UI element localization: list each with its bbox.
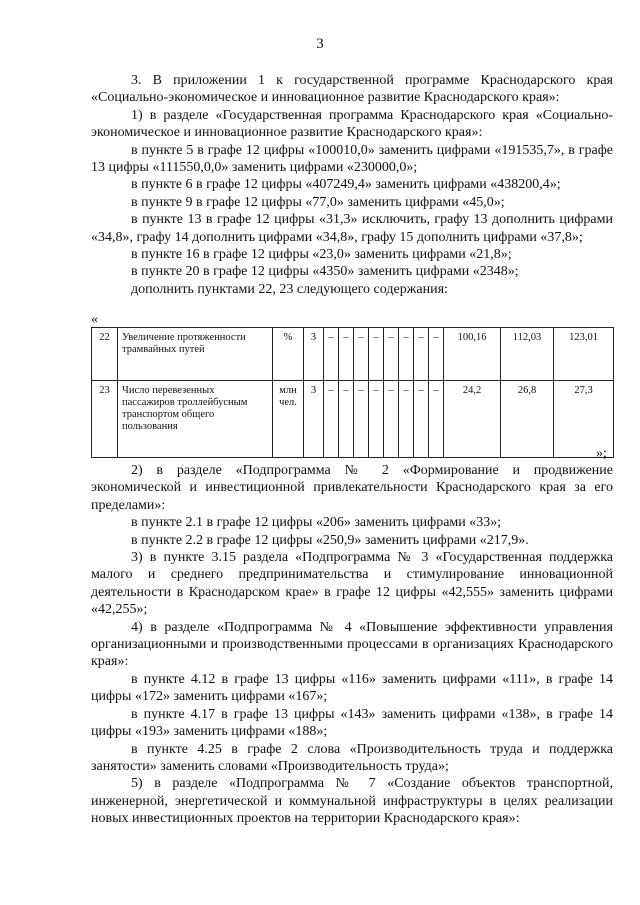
closing-quote-mark: »; bbox=[596, 446, 607, 461]
table-row bbox=[92, 381, 614, 458]
paragraph: 3) в пункте 3.15 раздела «Подпрограмма № 3 «Государственная поддержка малого и среднего предпринимательства и стимулирование инновационной деятельности в Краснодарском крае» в графе 12 цифры «42,555» заменить цифрами «42,255»; bbox=[91, 550, 613, 618]
empty-value-cell: – bbox=[339, 328, 354, 381]
opening-quote-mark: « bbox=[91, 312, 98, 327]
empty-value-cell: – bbox=[369, 381, 384, 458]
paragraph: в пункте 4.17 в графе 13 цифры «143» заменить цифрами «138», в графе 14 цифры «193» заменить цифрами «188»; bbox=[91, 706, 613, 740]
paragraph: в пункте 2.1 в графе 12 цифры «206» заменить цифрами «33»; bbox=[131, 515, 502, 531]
table-row bbox=[92, 328, 614, 381]
paragraph: в пункте 4.12 в графе 13 цифры «116» заменить цифрами «111», в графе 14 цифры «172» заменить цифрами «167»; bbox=[91, 671, 613, 705]
value-cell: 24,2 bbox=[444, 381, 501, 458]
empty-value-cell: – bbox=[354, 328, 369, 381]
page-number: 3 bbox=[316, 36, 324, 52]
indicator-table bbox=[91, 327, 614, 458]
empty-value-cell: – bbox=[354, 381, 369, 458]
empty-value-cell: – bbox=[414, 328, 429, 381]
empty-value-cell: – bbox=[399, 381, 414, 458]
empty-value-cell: – bbox=[399, 328, 414, 381]
indicator-name: Число перевезенных пассажиров троллейбусным транспортом общего пользования bbox=[118, 381, 273, 458]
empty-value-cell: – bbox=[369, 328, 384, 381]
paragraph: в пункте 13 в графе 12 цифры «31,3» исключить, графу 13 дополнить цифрами «34,8», графу 14 дополнить цифрами «34,8», графу 15 дополнить цифрами «37,8»; bbox=[91, 212, 613, 245]
value-cell: 27,3 bbox=[554, 381, 614, 458]
paragraph: 1) в разделе «Государственная программа Краснодарского края «Социально-экономическое и инновационное развитие Краснодарского края»: bbox=[91, 107, 613, 141]
status-cell: 3 bbox=[304, 381, 324, 458]
empty-value-cell: – bbox=[324, 381, 339, 458]
empty-value-cell: – bbox=[414, 381, 429, 458]
paragraph: в пункте 16 в графе 12 цифры «23,0» заменить цифрами «21,8»; bbox=[131, 247, 512, 263]
empty-value-cell: – bbox=[429, 381, 444, 458]
paragraph: 4) в разделе «Подпрограмма № 4 «Повышение эффективности управления организационными и производственными процессами в организациях Краснодарского края»: bbox=[91, 619, 613, 670]
empty-value-cell: – bbox=[384, 328, 399, 381]
empty-value-cell: – bbox=[384, 381, 399, 458]
paragraph: в пункте 2.2 в графе 12 цифры «250,9» заменить цифрами «217,9». bbox=[131, 532, 529, 548]
paragraph: 3. В приложении 1 к государственной программе Краснодарского края «Социально-экономическое и инновационное развитие Краснодарского края»: bbox=[91, 73, 613, 106]
paragraph: дополнить пунктами 22, 23 следующего содержания: bbox=[131, 281, 448, 297]
paragraph: 2) в разделе «Подпрограмма № 2 «Формирование и продвижение экономической и инвестиционной привлекательности Краснодарского края за его пределами»: bbox=[91, 463, 613, 513]
paragraph: в пункте 4.25 в графе 2 слова «Производительность труда и поддержка занятости» заменить словами «Производительность труда»; bbox=[91, 741, 613, 774]
paragraph: в пункте 20 в графе 12 цифры «4350» заменить цифрами «2348»; bbox=[131, 264, 519, 280]
amendment-text-before-table bbox=[91, 72, 613, 298]
status-cell: 3 bbox=[304, 328, 324, 381]
paragraph: в пункте 6 в графе 12 цифры «407249,4» заменить цифрами «438200,4»; bbox=[131, 177, 561, 193]
value-cell: 26,8 bbox=[501, 381, 554, 458]
unit-cell: % bbox=[273, 328, 304, 381]
empty-value-cell: – bbox=[339, 381, 354, 458]
indicator-name: Увеличение протяженности трамвайных путей bbox=[118, 328, 273, 381]
empty-value-cell: – bbox=[429, 328, 444, 381]
empty-value-cell: – bbox=[324, 328, 339, 381]
paragraph: в пункте 9 в графе 12 цифры «77,0» заменить цифрами «45,0»; bbox=[131, 194, 505, 210]
paragraph: 5) в разделе «Подпрограмма № 7 «Создание объектов транспортной, инженерной, энергетической и коммунальной инфраструктуры в целях реализации новых инвестиционных проектов на территории Краснодарского края»: bbox=[91, 776, 613, 827]
unit-cell: млн чел. bbox=[273, 381, 304, 458]
value-cell: 112,03 bbox=[501, 328, 554, 381]
row-number: 23 bbox=[92, 381, 118, 458]
paragraph: в пункте 5 в графе 12 цифры «100010,0» заменить цифрами «191535,7», в графе 13 цифры «111550,0,0» заменить цифрами «230000,0»; bbox=[91, 142, 613, 176]
value-cell: 123,01 bbox=[554, 328, 614, 381]
value-cell: 100,16 bbox=[444, 328, 501, 381]
row-number: 22 bbox=[92, 328, 118, 381]
amendment-text-after-table bbox=[91, 462, 613, 828]
